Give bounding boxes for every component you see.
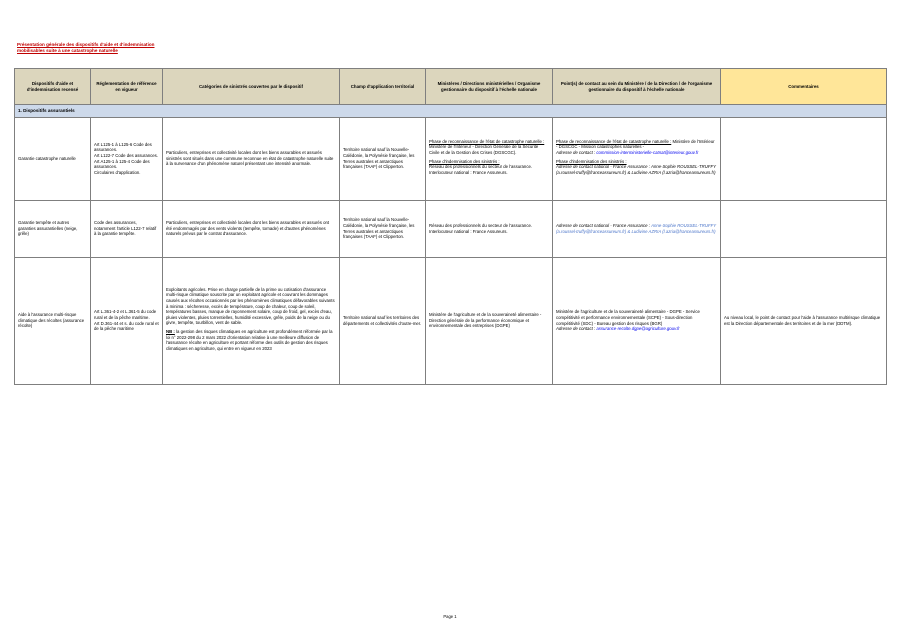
cell-dispositif: Garantie catastrophe naturelle xyxy=(15,117,91,200)
table-row xyxy=(15,257,887,384)
document-title-line1: Présentation générale des dispositifs d'aide et d'indemnisation xyxy=(17,42,155,47)
document-title-line2: mobilisables suite à une catastrophe naturelle xyxy=(17,48,118,53)
contact-phase1-adresse-label: Adresse de contact : xyxy=(556,150,596,155)
header-reglementation: Réglementation de référence en vigueur xyxy=(91,69,163,105)
cell-territoire: Territoire national sauf les territoires des départements et collectivités d'outre-mer. xyxy=(340,257,426,384)
table-header-row xyxy=(15,69,887,105)
contact-adresse-label: Adresse de contact : xyxy=(556,326,596,332)
document-title xyxy=(17,42,187,54)
cell-ministere xyxy=(426,117,553,200)
ministere-phase1 xyxy=(429,139,549,156)
cell-reglementation xyxy=(91,257,163,384)
cell-contact xyxy=(553,257,721,384)
cell-categories xyxy=(163,257,340,384)
table-row xyxy=(15,117,887,200)
cell-reglementation xyxy=(91,117,163,200)
contact-email-link[interactable]: assurance-recolte.dgpe@agriculture.gouv.fr xyxy=(596,326,680,332)
contact-label: Adresse de contact national - France Assurance : xyxy=(556,223,650,228)
contact-phase2 xyxy=(556,159,717,176)
reglementation-text: Art L125-1 à L125-6 Code des assurances. Art L122-7 Code des assurances. Art A125-1 à 125-4 Code des assurances. Circulaires d'application. xyxy=(94,141,159,175)
header-ministere: Ministères / Directions ministérielles / Organisme gestionnaire du dispositif à l'échelle nationale xyxy=(426,69,553,105)
cell-contact xyxy=(553,117,721,200)
header-territoire: Champ d'application territorial xyxy=(340,69,426,105)
ministere-phase2-text: Réseau des professionnels du secteur de l'assurance. Interlocuteur national : France Assureurs. xyxy=(429,164,533,175)
nb-label: NB : xyxy=(166,328,175,334)
contact-phase1 xyxy=(556,139,717,156)
ministere-phase2-title: Phase d'indemnisation des sinistrés : xyxy=(429,158,500,164)
cell-categories: Particuliers, entreprises et collectivité locales dont les biens assurables et assurés ont été endommagés par des vents violents (tempête, tornade) et d'autres phénomènes naturels prévus par le contrat d'assurance. xyxy=(163,200,340,257)
cell-ministere: Réseau des professionnels du secteur de l'assurance. Interlocuteur national : France Assureurs. xyxy=(426,200,553,257)
categories-text: Exploitants agricoles. Prise en charge partielle de la prime ou cotisation d'assurance multi-risque climatique souscrite par un exploitant agricole et couvrant les dommages causés aux récoltes occasionnés par les phénomènes climatiques défavorables suivants à minima : sécheresse, excès de température, coup de chaleur, coup de soleil, températures basses, manque de rayonnement solaire, coup de froid, gel, excès d'eau, pluies violentes, pluies torrentielles, humidité excessive, grêle, poids de la neige ou du givre, tempête, tourbillon, vent de sable. xyxy=(166,286,335,326)
contact-phase2-text: Adresse de contact national - France Assurance : Anne-Sophie ROUSSEL-TRUFFY (a.roussel-truffy@franceassureurs.fr) & Ludivine AZRIA (l.azria@franceassureurs.fr) xyxy=(556,164,716,175)
cell-commentaire xyxy=(721,117,887,200)
contact-phase1-text: Ministère de l'Intérieur - DGSCGC - Mission catastrophes naturelles - xyxy=(556,138,715,150)
nb-text: la gestion des risques climatiques en agriculture est profondément réformée par la loi n° 2022-298 du 2 mars 2022 d'orientation relative à une meilleure diffusion de l'assurance récolte en agriculture et portant réforme des outils de gestion des risques climatiques en agriculture, qui entre en vigueur en 2023 xyxy=(166,328,333,351)
contact-text: Ministère de l'agriculture et de la souveraineté alimentaire - DGPE - Service compétitivité et performance environnementale (SCPE) - Sous-direction compétitivité (SDC) - Bureau gestion des risques (BGR) xyxy=(556,309,700,326)
ministere-phase2 xyxy=(429,159,549,176)
contact-people: Anne-Sophie ROUSSEL-TRUFFY (a.roussel-truffy@franceassureurs.fr) & Ludivine AZRIA (l.azria@franceassureurs.fr) xyxy=(556,223,717,234)
dispositifs-table xyxy=(14,68,887,385)
contact-phase2-title: Phase d'indemnisation des sinistrés : xyxy=(556,158,627,164)
ministere-phase1-text: Ministère de l'Intérieur - Direction Générale de la Sécurité Civile et de la Gestion des Crises (DGSCGC). xyxy=(429,144,539,155)
table-row xyxy=(15,200,887,257)
cell-dispositif: Aide à l'assurance multi-risque climatique des récoltes (assurance récolte) xyxy=(15,257,91,384)
contact-phase1-title: Phase de reconnaissance de l'état de catastrophe naturelle : xyxy=(556,138,672,144)
cell-commentaire xyxy=(721,200,887,257)
page-number: Page 1 xyxy=(443,614,457,619)
header-contact: Point(s) de contact au sein du Ministère / de la Direction / de l'organisme gestionnaire du dispositif à l'échelle nationale xyxy=(553,69,721,105)
section-title: 1. Dispositifs assurantiels xyxy=(15,105,887,118)
cell-territoire: Territoire national sauf la Nouvelle-Calédonie, la Polynésie française, les Terres australes et antarctiques françaises (TAAF) et Clipperton. xyxy=(340,117,426,200)
cell-commentaire: Au niveau local, le point de contact pour l'aide à l'assurance multirisque climatique est la Direction départementale des territoires et de la mer (DDTM). xyxy=(721,257,887,384)
header-dispositif: Dispositifs d'aide et d'indemnisation recensé xyxy=(15,69,91,105)
contact-phase1-email-link[interactable]: commission-interministerielle-catnat@interieur.gouv.fr xyxy=(596,150,699,155)
cell-reglementation: Code des assurances, notamment l'article L122-7 relatif à la garantie tempête. xyxy=(91,200,163,257)
cell-contact xyxy=(553,200,721,257)
categories-nb xyxy=(166,329,336,351)
reglementation-text: Art L.361-4-2 et L.361-5 du code rural et de la pêche maritime. Art D.361-44 et s. du code rural et de la pêche maritime xyxy=(94,309,159,332)
cell-territoire: Territoire national sauf la Nouvelle-Calédonie, la Polynésie française, les Terres australes et antarctiques françaises (TAAF) et Clipperton. xyxy=(340,200,426,257)
ministere-phase1-title: Phase de reconnaissance de l'état de catastrophe naturelle : xyxy=(429,138,545,144)
section-row xyxy=(15,105,887,118)
header-categories: Catégories de sinistrés couvertes par le dispositif xyxy=(163,69,340,105)
header-commentaires: Commentaires xyxy=(721,69,887,105)
cell-dispositif: Garantie tempête et autres garanties assurantielles (neige, grêle) xyxy=(15,200,91,257)
cell-ministere: Ministère de l'agriculture et de la souveraineté alimentaire - Direction générale de la performance économique et environnementale des entreprises (DGPE) xyxy=(426,257,553,384)
cell-categories: Particuliers, entreprises et collectivité locales dont les biens assurables et assurés sinistrés sont situés dans une commune reconnue en état de catastrophe naturelle suite à la survenance d'un phénomène naturel présentant une intensité anormale. xyxy=(163,117,340,200)
